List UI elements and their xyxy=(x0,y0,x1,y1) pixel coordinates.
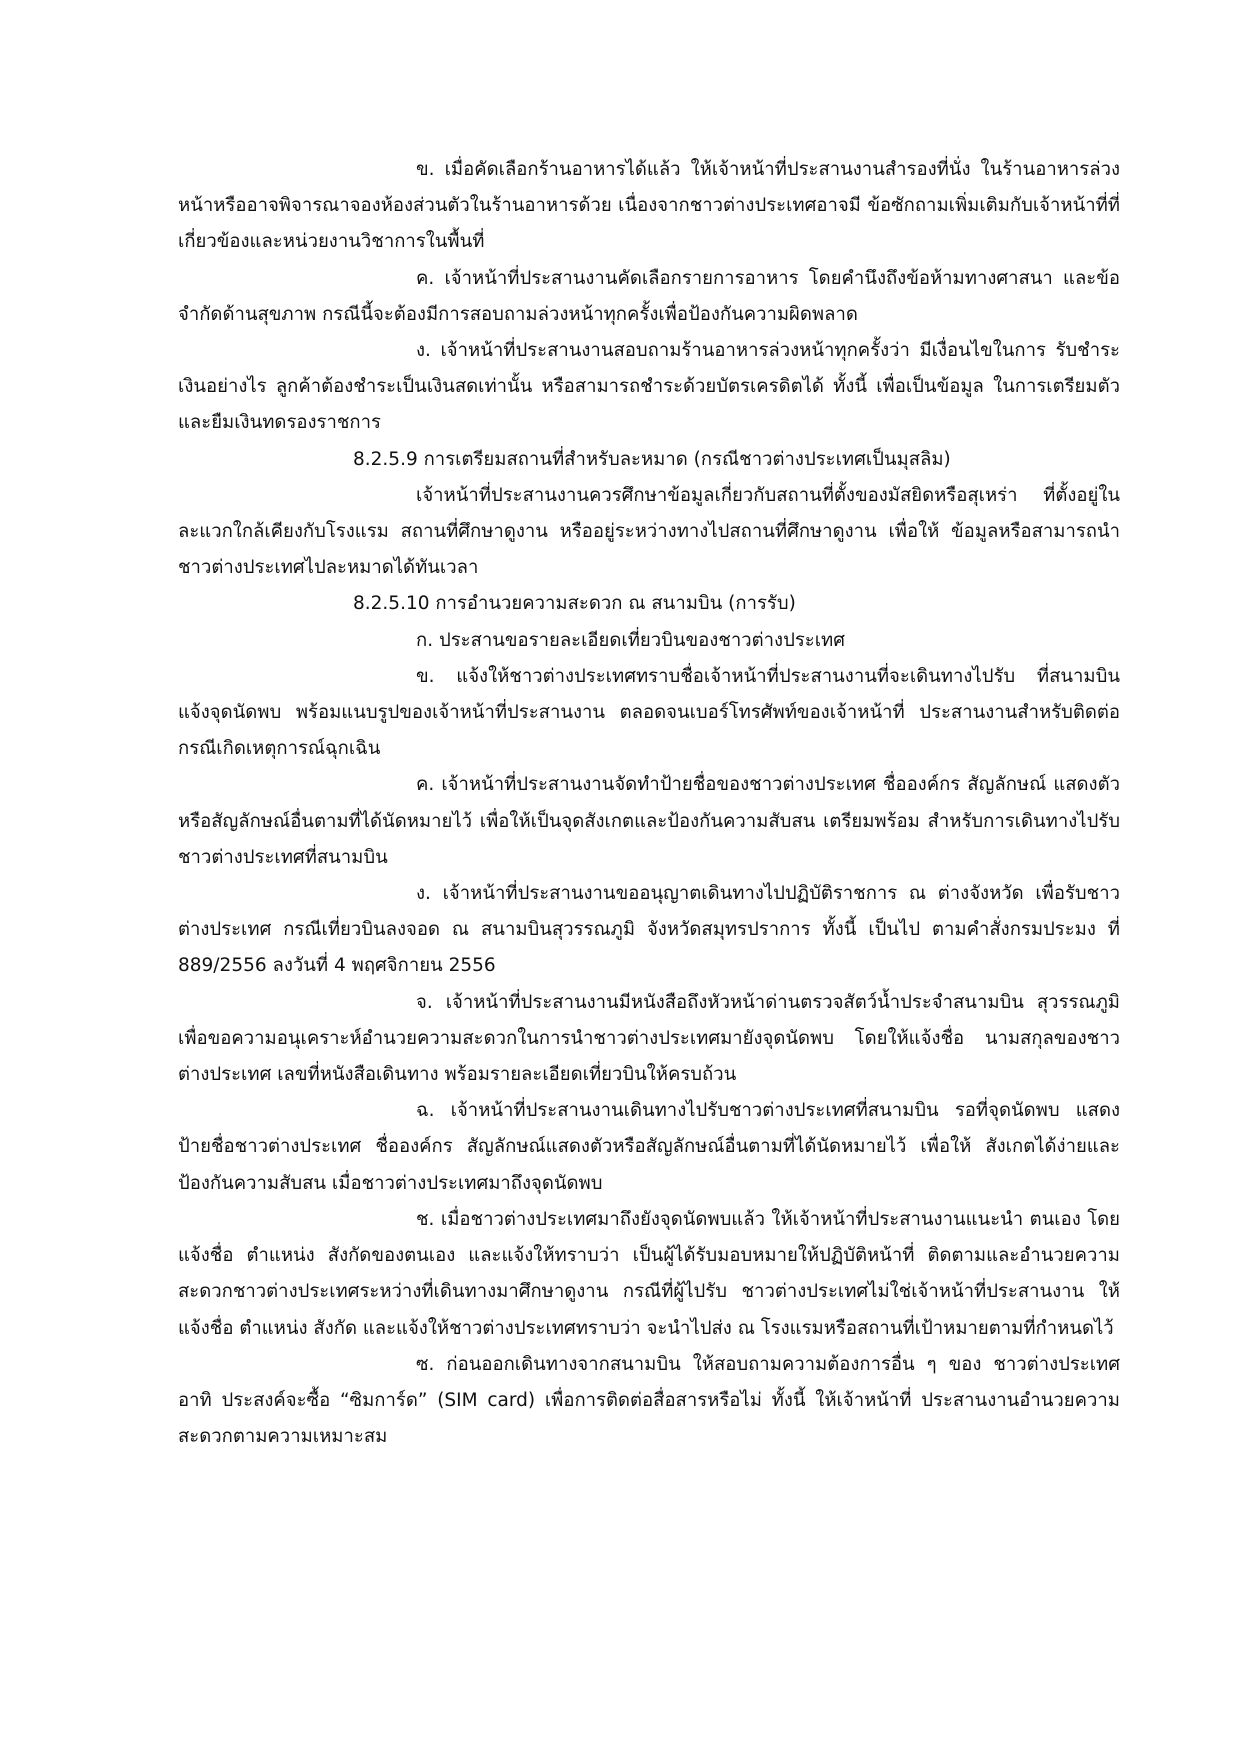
paragraph-kho-inform-coordinator: ข. แจ้งให้ชาวต่างประเทศทราบชื่อเจ้าหน้าที่ประสานงานที่จะเดินทางไปรับ ที่สนามบิน แจ้งจุดนัดพบ พร้อมแนบรูปของเจ้าหน้าที่ประสานงาน ตลอดจนเบอร์โทรศัพท์ของเจ้าหน้าที่ ประสานงานสำหรับติดต่อกรณีเกิดเหตุการณ์ฉุกเฉิน xyxy=(178,665,1120,760)
paragraph-kho-name-sign: ค. เจ้าหน้าที่ประสานงานจัดทำป้ายชื่อของชาวต่างประเทศ ชื่อองค์กร สัญลักษณ์ แสดงตัวหรือสัญลักษณ์อื่นตามที่ได้นัดหมายไว้ เพื่อให้เป็นจุดสังเกตและป้องกันความสับสน เตรียมพร้อม สำหรับการเดินทางไปรับชาวต่างประเทศที่สนามบิน xyxy=(178,774,1120,868)
paragraph-cho-airport-letter: จ. เจ้าหน้าที่ประสานงานมีหนังสือถึงหัวหน้าด่านตรวจสัตว์น้ำประจำสนามบิน สุวรรณภูมิ เพื่อขอความอนุเคราะห์อำนวยความสะดวกในการนำชาวต่างประเทศมายังจุดนัดพบ โดยให้แจ้งชื่อ นามสกุลของชาวต่างประเทศ เลขที่หนังสือเดินทาง พร้อมรายละเอียดเที่ยวบินให้ครบถ้วน xyxy=(178,991,1120,1086)
section-heading-8-2-5-9: 8.2.5.9 การเตรียมสถานที่สำหรับละหมาด (กรณีชาวต่างประเทศเป็นมุสลิม) xyxy=(353,448,951,470)
paragraph-kho-menu-selection: ค. เจ้าหน้าที่ประสานงานคัดเลือกรายการอาหาร โดยคำนึงถึงข้อห้ามทางศาสนา และข้อจำกัดด้านสุขภาพ กรณีนี้จะต้องมีการสอบถามล่วงหน้าทุกครั้งเพื่อป้องกันความผิดพลาด xyxy=(178,267,1120,325)
paragraph-ngo-travel-permission: ง. เจ้าหน้าที่ประสานงานขออนุญาตเดินทางไปปฏิบัติราชการ ณ ต่างจังหวัด เพื่อรับชาวต่างประเทศ กรณีเที่ยวบินลงจอด ณ สนามบินสุวรรณภูมิ จังหวัดสมุทรปราการ ทั้งนี้ เป็นไป ตามคำสั่งกรมประมง ที่ 889/2556 ลงวันที่ 4 พฤศจิกายน 2556 xyxy=(178,883,1120,977)
paragraph-ko-flight-details: ก. ประสานขอรายละเอียดเที่ยวบินของชาวต่างประเทศ xyxy=(416,629,845,651)
document-body xyxy=(178,152,1120,1455)
paragraph-kho-restaurant-reservation: ข. เมื่อคัดเลือกร้านอาหารได้แล้ว ให้เจ้าหน้าที่ประสานงานสำรองที่นั่ง ในร้านอาหารล่วงหน้าหรืออาจพิจารณาจองห้องส่วนตัวในร้านอาหารด้วย เนื่องจากชาวต่างประเทศอาจมี ข้อซักถามเพิ่มเติมกับเจ้าหน้าที่ที่เกี่ยวข้องและหน่วยงานวิชาการในพื้นที่ xyxy=(178,159,1120,253)
paragraph-ngo-payment-conditions: ง. เจ้าหน้าที่ประสานงานสอบถามร้านอาหารล่วงหน้าทุกครั้งว่า มีเงื่อนไขในการ รับชำระเงินอย่างไร ลูกค้าต้องชำระเป็นเงินสดเท่านั้น หรือสามารถชำระด้วยบัตรเครดิตได้ ทั้งนี้ เพื่อเป็นข้อมูล ในการเตรียมตัวและยืมเงินทดรองราชการ xyxy=(178,340,1120,434)
paragraph-cho-introduction: ช. เมื่อชาวต่างประเทศมาถึงยังจุดนัดพบแล้ว ให้เจ้าหน้าที่ประสานงานแนะนำ ตนเอง โดยแจ้งชื่อ ตำแหน่ง สังกัดของตนเอง และแจ้งให้ทราบว่า เป็นผู้ได้รับมอบหมายให้ปฏิบัติหน้าที่ ติดตามและอำนวยความสะดวกชาวต่างประเทศระหว่างที่เดินทางมาศึกษาดูงาน กรณีที่ผู้ไปรับ ชาวต่างประเทศไม่ใช่เจ้าหน้าที่ประสานงาน ให้แจ้งชื่อ ตำแหน่ง สังกัด และแจ้งให้ชาวต่างประเทศทราบว่า จะนำไปส่ง ณ โรงแรมหรือสถานที่เป้าหมายตามที่กำหนดไว้ xyxy=(178,1208,1120,1339)
paragraph-so-other-needs: ซ. ก่อนออกเดินทางจากสนามบิน ให้สอบถามความต้องการอื่น ๆ ของ ชาวต่างประเทศ อาทิ ประสงค์จะซื้อ “ซิมการ์ด” (SIM card) เพื่อการติดต่อสื่อสารหรือไม่ ทั้งนี้ ให้เจ้าหน้าที่ ประสานงานอำนวยความสะดวกตามความเหมาะสม xyxy=(178,1353,1120,1448)
paragraph-chho-meeting-point: ฉ. เจ้าหน้าที่ประสานงานเดินทางไปรับชาวต่างประเทศที่สนามบิน รอที่จุดนัดพบ แสดงป้ายชื่อชาวต่างประเทศ ชื่อองค์กร สัญลักษณ์แสดงตัวหรือสัญลักษณ์อื่นตามที่ได้นัดหมายไว้ เพื่อให้ สังเกตได้ง่ายและป้องกันความสับสน เมื่อชาวต่างประเทศมาถึงจุดนัดพบ xyxy=(178,1100,1120,1194)
section-heading-8-2-5-10: 8.2.5.10 การอำนวยความสะดวก ณ สนามบิน (การรับ) xyxy=(353,593,796,615)
paragraph-prayer-location: เจ้าหน้าที่ประสานงานควรศึกษาข้อมูลเกี่ยวกับสถานที่ตั้งของมัสยิดหรือสุเหร่า ที่ตั้งอยู่ในละแวกใกล้เคียงกับโรงแรม สถานที่ศึกษาดูงาน หรืออยู่ระหว่างทางไปสถานที่ศึกษาดูงาน เพื่อให้ ข้อมูลหรือสามารถนำชาวต่างประเทศไปละหมาดได้ทันเวลา xyxy=(178,484,1120,579)
